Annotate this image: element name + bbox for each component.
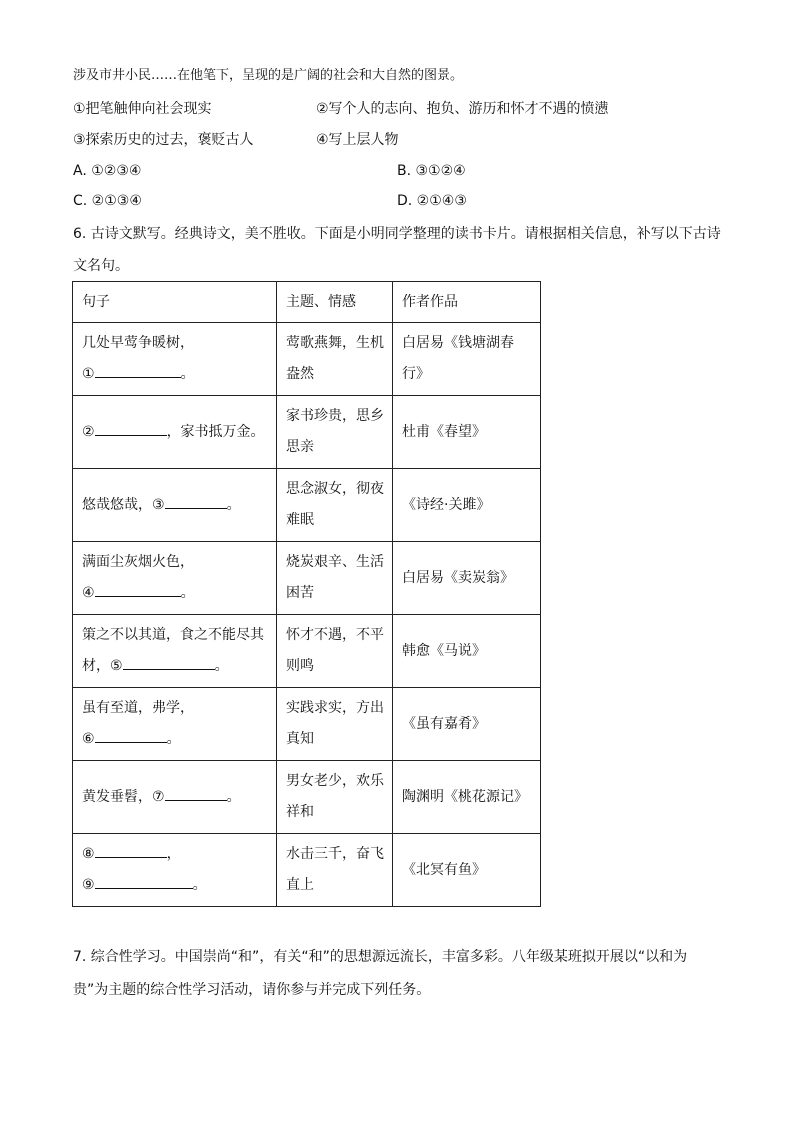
theme-text: 盎然 bbox=[286, 366, 314, 382]
theme-text: 难眠 bbox=[286, 512, 314, 528]
period: 。 bbox=[180, 366, 195, 382]
blank-number: ⑥ bbox=[82, 731, 95, 747]
work-text: 《诗经·关雎》 bbox=[402, 496, 491, 513]
period: 。 bbox=[192, 877, 207, 893]
period: 。 bbox=[214, 658, 229, 674]
continuation-text: 涉及市井小民……在他笔下，呈现的是广阔的社会和大自然的图景。 bbox=[73, 68, 464, 83]
sentence-cell bbox=[73, 834, 277, 907]
table-header-row bbox=[73, 282, 541, 323]
header-theme: 主题、情感 bbox=[277, 282, 393, 323]
theme-text: 水击三千，奋飞 bbox=[286, 846, 384, 862]
theme-text: 真知 bbox=[286, 731, 314, 747]
option-2: ②写个人的志向、抱负、游历和怀才不遇的愤懑 bbox=[316, 101, 609, 117]
question-6-prompt-line-1: 6. 古诗文默写。经典诗文，美不胜收。下面是小明同学整理的读书卡片。请根据相关信息，补写以下古诗 bbox=[73, 226, 721, 242]
theme-text: 思念淑女，彻夜 bbox=[286, 481, 384, 497]
table-row bbox=[73, 396, 541, 469]
theme-text: 思亲 bbox=[286, 439, 314, 455]
sentence-cell bbox=[73, 761, 277, 834]
work-cell bbox=[393, 688, 541, 761]
sentence-cell bbox=[73, 396, 277, 469]
fill-blank-7[interactable] bbox=[165, 785, 227, 801]
fill-blank-6[interactable] bbox=[95, 727, 167, 743]
answer-b: B. ③①②④ bbox=[397, 163, 466, 179]
theme-text: 实践求实，方出 bbox=[286, 700, 384, 716]
theme-cell bbox=[277, 323, 393, 396]
blank-number: ④ bbox=[82, 585, 95, 601]
work-text: 《北冥有鱼》 bbox=[402, 861, 486, 878]
work-text: 行》 bbox=[402, 366, 430, 382]
period: 。 bbox=[226, 788, 241, 805]
fill-blank-4[interactable] bbox=[95, 581, 181, 597]
fill-blank-1[interactable] bbox=[95, 362, 181, 378]
theme-text: 祥和 bbox=[286, 804, 314, 820]
answer-d: D. ②①④③ bbox=[397, 193, 467, 209]
answer-c: C. ②①③④ bbox=[73, 193, 142, 209]
fill-blank-2[interactable] bbox=[95, 420, 167, 436]
theme-cell bbox=[277, 761, 393, 834]
fill-blank-9[interactable] bbox=[95, 873, 193, 889]
period: 。 bbox=[166, 731, 181, 747]
work-text: 韩愈《马说》 bbox=[402, 642, 486, 659]
sentence-cell bbox=[73, 542, 277, 615]
fill-blank-5[interactable] bbox=[123, 654, 215, 670]
work-text: 杜甫《春望》 bbox=[402, 423, 486, 440]
theme-text: 直上 bbox=[286, 877, 314, 893]
theme-text: 烧炭艰辛、生活 bbox=[286, 554, 384, 570]
work-cell bbox=[393, 834, 541, 907]
sentence-text: 材，⑤ bbox=[82, 658, 123, 674]
theme-cell bbox=[277, 469, 393, 542]
theme-cell bbox=[277, 396, 393, 469]
period: 。 bbox=[226, 496, 241, 513]
theme-text: 家书珍贵，思乡 bbox=[286, 408, 384, 424]
blank-number: ⑨ bbox=[82, 877, 95, 893]
blank-number: ⑧ bbox=[82, 846, 95, 862]
answer-a: A. ①②③④ bbox=[73, 163, 142, 179]
blank-number: ① bbox=[82, 366, 95, 382]
work-text: 白居易《钱塘湖春 bbox=[402, 335, 514, 351]
theme-text: 男女老少，欢乐 bbox=[286, 773, 384, 789]
theme-cell bbox=[277, 688, 393, 761]
table-row bbox=[73, 688, 541, 761]
period: 。 bbox=[180, 585, 195, 601]
option-3: ③探索历史的过去，褒贬古人 bbox=[73, 132, 254, 148]
theme-cell bbox=[277, 834, 393, 907]
sentence-cell bbox=[73, 615, 277, 688]
sentence-text: 悠哉悠哉，③ bbox=[82, 496, 165, 513]
sentence-text: 满面尘灰烟火色， bbox=[82, 554, 194, 570]
theme-text: 困苦 bbox=[286, 585, 314, 601]
sentence-text: 黄发垂髫，⑦ bbox=[82, 788, 165, 805]
theme-text: 则鸣 bbox=[286, 658, 314, 674]
comma: ， bbox=[166, 846, 181, 862]
sentence-cell bbox=[73, 469, 277, 542]
theme-text: 怀才不遇，不平 bbox=[286, 627, 384, 643]
sentence-cell bbox=[73, 688, 277, 761]
fill-blank-8[interactable] bbox=[95, 842, 167, 858]
work-cell bbox=[393, 615, 541, 688]
work-cell bbox=[393, 396, 541, 469]
question-6-prompt-line-2: 文名句。 bbox=[73, 258, 129, 274]
table-row bbox=[73, 615, 541, 688]
option-1: ①把笔触伸向社会现实 bbox=[73, 101, 212, 117]
blank-number: ② bbox=[82, 423, 95, 440]
work-cell bbox=[393, 469, 541, 542]
table-row bbox=[73, 323, 541, 396]
sentence-text: 策之不以其道，食之不能尽其 bbox=[82, 627, 264, 643]
table-row bbox=[73, 761, 541, 834]
sentence-text: 几处早莺争暖树， bbox=[82, 335, 194, 351]
theme-cell bbox=[277, 542, 393, 615]
option-4: ④写上层人物 bbox=[316, 132, 399, 148]
work-cell bbox=[393, 761, 541, 834]
header-author-work: 作者作品 bbox=[393, 282, 541, 323]
question-7-prompt-line-1: 7. 综合性学习。中国崇尚“和”，有关“和”的思想源远流长，丰富多彩。八年级某班拟开展以“以和为 bbox=[73, 949, 688, 965]
table-row bbox=[73, 834, 541, 907]
work-text: 《虽有嘉肴》 bbox=[402, 715, 486, 732]
theme-cell bbox=[277, 615, 393, 688]
work-cell bbox=[393, 542, 541, 615]
work-text: 陶渊明《桃花源记》 bbox=[402, 788, 528, 805]
sentence-cell bbox=[73, 323, 277, 396]
work-cell bbox=[393, 323, 541, 396]
table-row bbox=[73, 542, 541, 615]
question-7-prompt-line-2: 贵”为主题的综合性学习活动，请你参与并完成下列任务。 bbox=[73, 982, 431, 998]
theme-text: 莺歌燕舞，生机 bbox=[286, 335, 384, 351]
fill-blank-3[interactable] bbox=[165, 493, 227, 509]
sentence-text: 虽有至道，弗学， bbox=[82, 700, 194, 716]
table-row bbox=[73, 469, 541, 542]
work-text: 白居易《卖炭翁》 bbox=[402, 569, 514, 586]
sentence-text: ，家书抵万金。 bbox=[166, 423, 265, 440]
header-sentence: 句子 bbox=[73, 282, 277, 323]
reading-card-table bbox=[72, 281, 541, 907]
